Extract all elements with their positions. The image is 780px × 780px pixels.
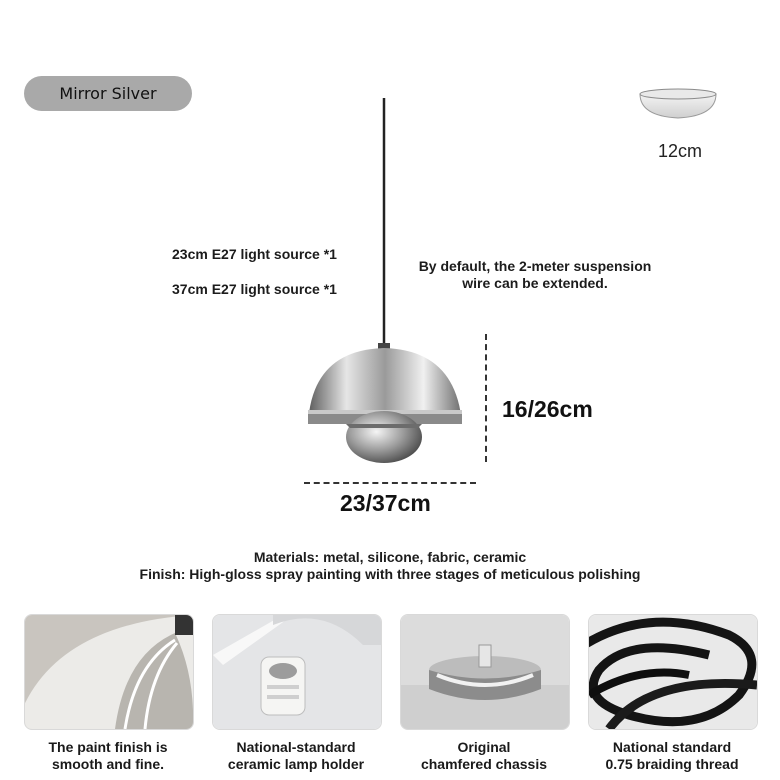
- width-dimension-label: 23/37cm: [340, 490, 431, 516]
- light-source-note-2: 37cm E27 light source *1: [172, 281, 337, 297]
- pendant-lamp-illustration: [300, 98, 470, 468]
- feature-card-cable: [588, 614, 758, 730]
- feature-card-chassis: [400, 614, 570, 730]
- lamp-interior-photo-icon: [25, 615, 193, 729]
- feature-caption-cable: [577, 739, 767, 773]
- feature-caption-line-2: smooth and fine.: [52, 756, 164, 772]
- braided-cable-photo-icon: [589, 615, 757, 729]
- ceiling-canopy-icon: [636, 86, 720, 126]
- canopy-size-label: 12cm: [657, 141, 702, 161]
- light-source-note-1: 23cm E27 light source *1: [172, 246, 337, 262]
- feature-caption-paint: [13, 739, 203, 773]
- feature-caption-line-2: 0.75 braiding thread: [605, 756, 739, 772]
- feature-card-paint: [24, 614, 194, 730]
- wire-note-line-2: wire can be extended.: [462, 275, 608, 291]
- ceramic-holder-photo-icon: [213, 615, 381, 729]
- wire-note-line-1: By default, the 2-meter suspension: [418, 258, 652, 274]
- feature-caption-chassis: [389, 739, 579, 773]
- feature-caption-line-1: The paint finish is: [48, 739, 168, 755]
- feature-caption-line-1: National-standard: [236, 739, 356, 755]
- feature-caption-line-2: chamfered chassis: [420, 756, 548, 772]
- height-dimension-label: 16/26cm: [502, 396, 593, 422]
- feature-caption-line-1: National standard: [612, 739, 732, 755]
- height-dimension-line: [485, 334, 487, 462]
- chassis-photo-icon: [401, 615, 569, 729]
- feature-caption-line-1: Original: [457, 739, 511, 755]
- finish-text: Finish: High-gloss spray painting with three stages of meticulous polishing: [139, 566, 641, 582]
- variant-badge[interactable]: Mirror Silver: [24, 76, 192, 111]
- materials-text: Materials: metal, silicone, fabric, ceramic: [253, 549, 527, 565]
- feature-card-holder: [212, 614, 382, 730]
- feature-caption-line-2: ceramic lamp holder: [227, 756, 365, 772]
- width-dimension-line: [304, 482, 476, 484]
- feature-caption-holder: [201, 739, 391, 773]
